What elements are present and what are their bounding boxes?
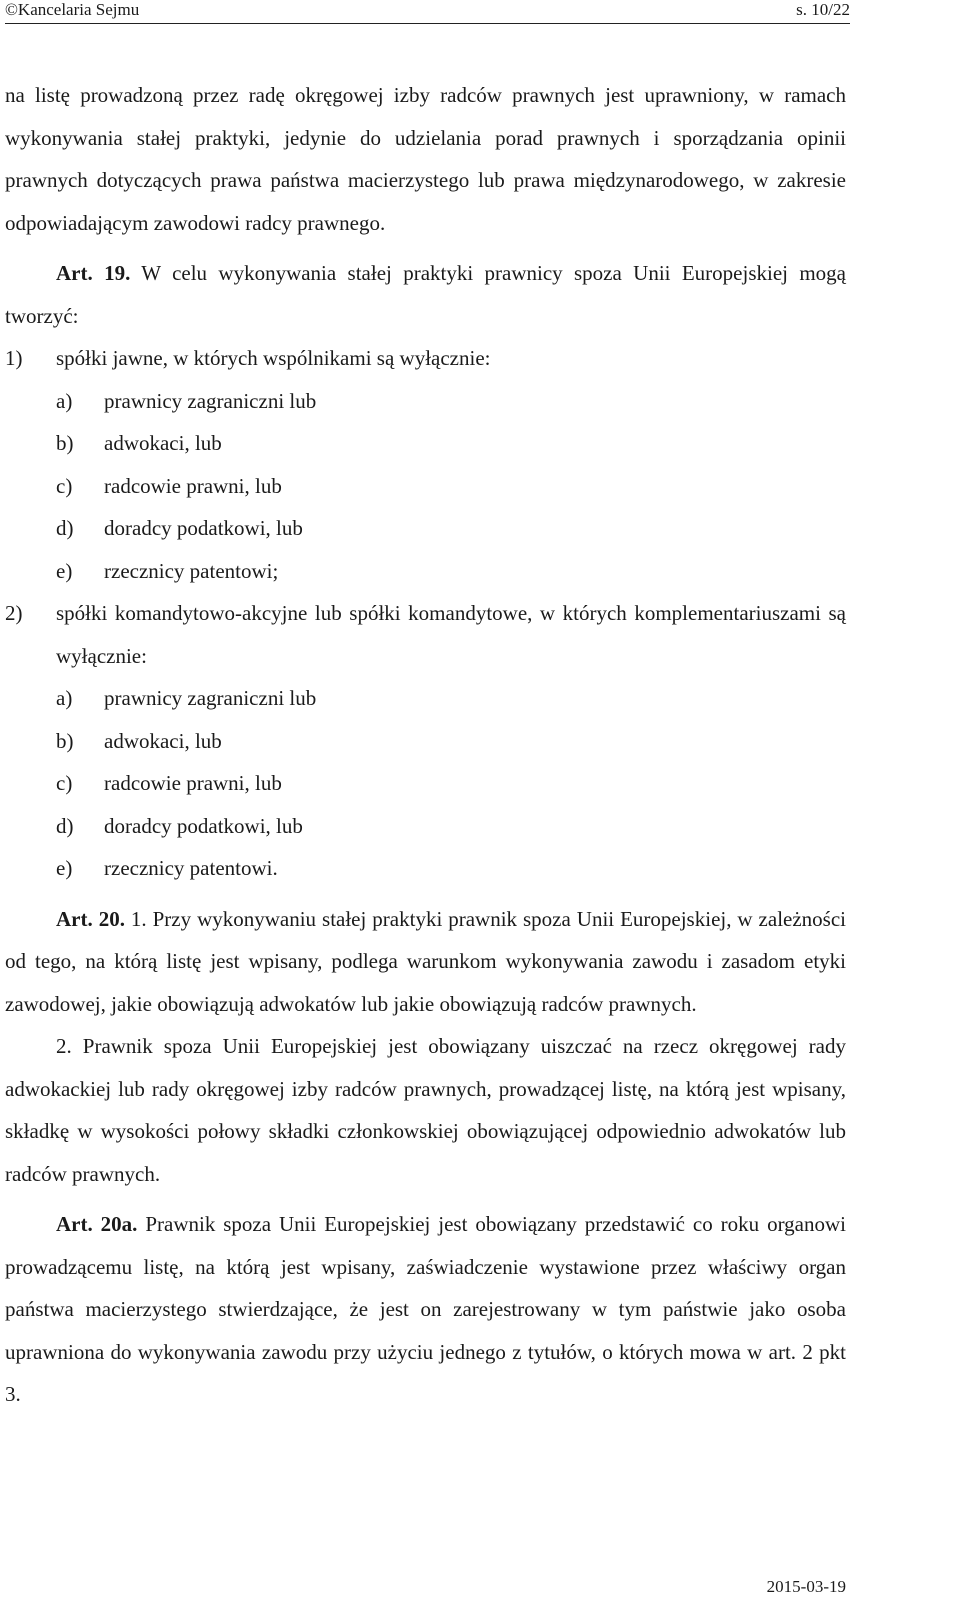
sub-item [56, 720, 846, 763]
sub-item [56, 677, 846, 720]
sub-item-text: prawnicy zagraniczni lub [104, 388, 317, 413]
sub-item-text: doradcy podatkowi, lub [104, 516, 303, 540]
article-20a [5, 1203, 846, 1416]
sub-item-text: prawnicy zagraniczni lub [104, 686, 317, 710]
sub-item-label: c) [56, 473, 73, 498]
article-20-heading: Art. 20. [56, 906, 125, 931]
sub-item [56, 805, 846, 848]
sub-item-label: c) [56, 771, 73, 795]
sub-item-label: d) [56, 813, 74, 838]
article-20-section-2: 2. Prawnik spoza Unii Europejskiej jest obowiązany uiszczać na rzecz okręgowej rady adwokackiej lub rady okręgowej izby radców prawnych, prowadzącej listę, na którą jest wpisany, składkę w wysokości połowy składki członkowskiej obowiązującej odpowiednio adwokatów lub radców prawnych. [5, 1034, 846, 1186]
list-item-2-label: 2) [5, 601, 23, 625]
page-header [5, 0, 850, 24]
list-item-1-label: 1) [5, 346, 23, 370]
sub-item [56, 507, 846, 550]
sub-item-label: a) [56, 388, 73, 413]
article-20 [5, 898, 846, 1026]
sub-item [56, 465, 846, 508]
sub-item-text: rzecznicy patentowi; [104, 558, 279, 583]
sub-item [56, 762, 846, 805]
sub-item-text: rzecznicy patentowi. [104, 856, 278, 880]
sub-item [56, 422, 846, 465]
sub-item [56, 380, 846, 423]
sub-item-label: d) [56, 516, 74, 540]
article-20-text: 1. Przy wykonywaniu stałej praktyki prawnik spoza Unii Europejskiej, w zależności od tego, na którą listę jest wpisany, podlega warunkom wykonywania zawodu i zasadom etyki zawodowej, jakie obowiązują adwokatów lub jakie obowiązują radców prawnych. [5, 906, 847, 1016]
document-body [5, 74, 846, 1416]
article-20a-text: Prawnik spoza Unii Europejskiej jest obowiązany przedstawić co roku organowi prowadzącemu listę, na którą jest wpisany, zaświadczenie wystawione przez właściwy organ państwa macierzystego stwierdzające, że jest on zarejestrowany w tym państwie jako osoba uprawniona do wykonywania zawodu przy użyciu jednego z tytułów, o których mowa w art. 2 pkt 3. [5, 1212, 847, 1406]
sub-item [56, 847, 846, 890]
sub-item-label: b) [56, 728, 74, 753]
sub-item-text: radcowie prawni, lub [104, 771, 282, 795]
sub-item-text: radcowie prawni, lub [104, 473, 282, 498]
sub-item-label: e) [56, 856, 73, 880]
page-number: s. 10/22 [796, 0, 850, 19]
article-19-heading: Art. 19. [56, 261, 131, 285]
list-item-1 [5, 337, 846, 380]
sub-item [56, 550, 846, 593]
list-item-2 [5, 592, 846, 677]
footer-date: 2015-03-19 [766, 1577, 846, 1596]
intro-paragraph: na listę prowadzoną przez radę okręgowej izby radców prawnych jest uprawniony, w ramach wykonywania stałej praktyki, jedynie do udzielania porad prawnych i sporządzania opinii prawnych dotyczących prawa państwa macierzystego lub prawa międzynarodowego, w zakresie odpowiadającym zawodowi radcy prawnego. [5, 83, 846, 235]
article-19-text: W celu wykonywania stałej praktyki prawnicy spoza Unii Europejskiej mogą tworzyć: [5, 261, 846, 328]
sub-item-text: adwokaci, lub [104, 728, 222, 753]
article-20a-heading: Art. 20a. [56, 1212, 138, 1236]
article-19 [5, 252, 846, 337]
sub-item-label: a) [56, 686, 73, 710]
sub-item-text: adwokaci, lub [104, 431, 222, 455]
list-item-1-text: spółki jawne, w których wspólnikami są wyłącznie: [56, 346, 491, 370]
list-item-2-text: spółki komandytowo-akcyjne lub spółki komandytowe, w których komplementariuszami są wyłącznie: [56, 601, 846, 668]
sub-item-label: e) [56, 558, 73, 583]
sub-item-text: doradcy podatkowi, lub [104, 813, 303, 838]
sub-item-label: b) [56, 431, 74, 455]
copyright-notice: ©Kancelaria Sejmu [5, 0, 140, 19]
